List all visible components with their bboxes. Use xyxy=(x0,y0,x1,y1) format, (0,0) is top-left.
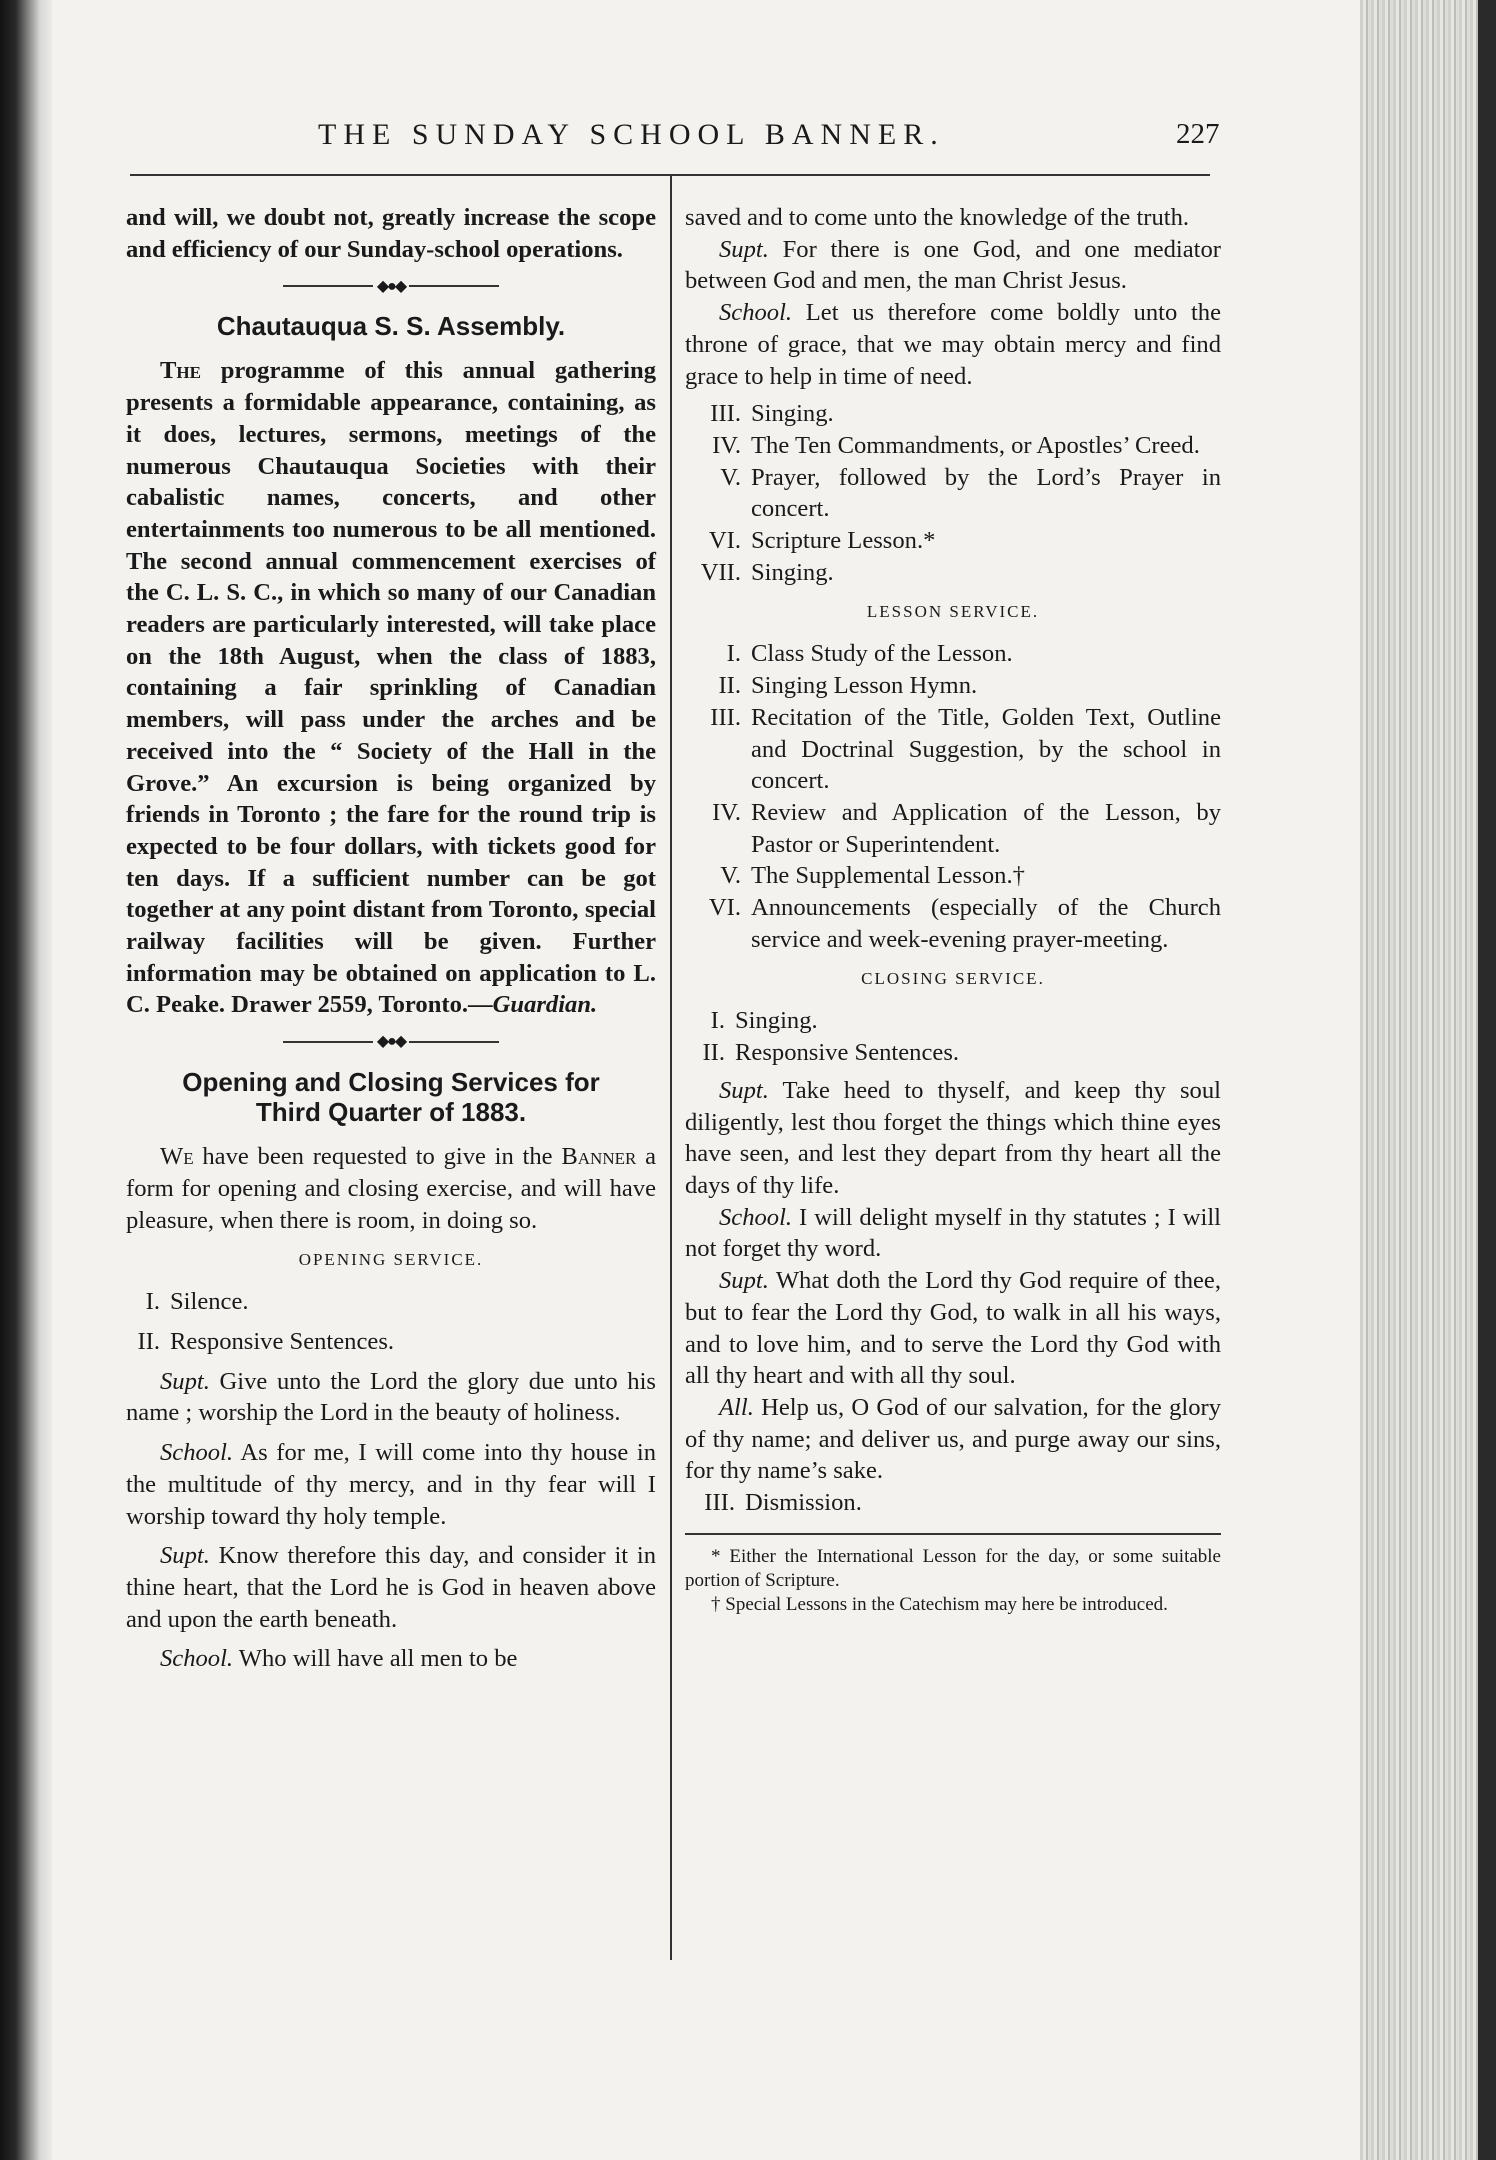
ornament-line xyxy=(283,1041,373,1043)
item-text: Silence. xyxy=(170,1288,249,1316)
speaker-label: Supt. xyxy=(719,235,769,263)
item-number: VII. xyxy=(700,558,741,586)
speaker-label: All. xyxy=(719,1393,754,1421)
response-paragraph xyxy=(685,1392,1221,1487)
item-text: Announcements (especially of the Church service and week-evening prayer-meeting. xyxy=(751,894,1221,953)
item-text: Recitation of the Title, Golden Text, Outline and Doctrinal Suggestion, by the school in concert. xyxy=(751,703,1221,795)
opening-service-heading: OPENING SERVICE. xyxy=(298,1250,484,1270)
item-text: Scripture Lesson.* xyxy=(751,527,936,555)
list-item xyxy=(685,670,1221,702)
footnote-rule xyxy=(685,1533,1221,1535)
chautauqua-body: programme of this annual gathering presents a formidable appearance, containing, as it does, lectures, sermons, meetings of the numerous Chautauqua Societies with their cabalistic names, concerts, and other entertainments too numerous to be all mentioned. The second annual commencement exercises of the C. L. S. C., in which so many of our Canadian readers are particularly interested, will take place on the 18th August, when the class of 1883, containing a fair sprinkling of Canadian members, will pass under the arches and be received into the “ Society of the Hall in the Grove.” An excursion is being organized by friends in Toronto ; the fare for the round trip is expected to be four dollars, with tickets good for ten days. If a sufficient number can be got together at any point distant from Toronto, special railway facilities will be given. Further information may be obtained on application to L. C. Peake. Drawer 2559, Toronto.— xyxy=(126,357,656,1019)
item-number: II. xyxy=(718,672,741,700)
item-text: The Ten Commandments, or Apostles’ Creed. xyxy=(751,431,1200,459)
ornament-diamond-icon: ◆●◆ xyxy=(376,277,406,295)
response-text: Let us therefore come boldly unto the throne of grace, that we may obtain mercy and find grace to help in time of need. xyxy=(685,299,1221,390)
services-intro xyxy=(126,1141,656,1236)
speaker-label: School. xyxy=(719,1203,793,1231)
lead-word: We xyxy=(160,1143,194,1171)
item-text: Responsive Sentences. xyxy=(735,1039,960,1067)
speaker-label: School. xyxy=(719,299,793,327)
item-number: IV. xyxy=(712,798,741,826)
response-paragraph xyxy=(126,1437,656,1532)
speaker-label: Supt. xyxy=(160,1542,210,1570)
ornament-line xyxy=(409,285,499,287)
footnotes xyxy=(685,1545,1221,1617)
item-text: The Supplemental Lesson.† xyxy=(751,862,1025,890)
page-number: 227 xyxy=(1176,118,1220,150)
scan-left-border xyxy=(0,0,52,2160)
list-item xyxy=(685,860,1221,892)
response-text: I will delight myself in thy statutes ; I will not forget thy word. xyxy=(685,1203,1221,1263)
footnote-2: † Special Lessons in the Catechism may here be introduced. xyxy=(711,1593,1168,1615)
list-item xyxy=(685,638,1221,670)
response-text: As for me, I will come into thy house in the multitude of thy mercy, and in thy fear will I worship toward thy holy temple. xyxy=(126,1439,656,1530)
book-page-edges xyxy=(1360,0,1496,2160)
item-text: Singing. xyxy=(751,558,834,586)
ornament-line xyxy=(409,1041,499,1043)
closing-service-heading: CLOSING SERVICE. xyxy=(861,969,1045,989)
item-number: I. xyxy=(726,640,741,668)
title-line-2: Third Quarter of 1883. xyxy=(255,1097,527,1128)
response-paragraph xyxy=(126,1366,656,1429)
intro-paragraph: and will, we doubt not, greatly increase the scope and efficiency of our Sunday-school operations. xyxy=(126,204,656,263)
lead-word: The xyxy=(160,357,201,385)
speaker-label: Supt. xyxy=(719,1267,769,1295)
article-title-chautauqua: Chautauqua S. S. Assembly. xyxy=(216,311,566,342)
list-item xyxy=(685,398,1221,430)
list-item xyxy=(685,892,1221,955)
title-line-1: Opening and Closing Services for xyxy=(182,1067,600,1098)
column-rule xyxy=(670,176,672,1960)
response-text: Know therefore this day, and consider it in thine heart, that the Lord he is God in heaven above and upon the earth beneath. xyxy=(126,1542,656,1633)
response-text: Who will have all men to be xyxy=(233,1645,518,1673)
ornament-line xyxy=(283,285,373,287)
speaker-label: Supt. xyxy=(719,1076,769,1104)
section-ornament xyxy=(126,1035,656,1049)
running-head: THE SUNDAY SCHOOL BANNER. xyxy=(318,118,945,151)
response-paragraph xyxy=(685,234,1221,297)
left-column xyxy=(126,202,656,1675)
banner-word: Banner xyxy=(561,1143,637,1171)
speaker-label: School. xyxy=(160,1439,234,1467)
item-number: III. xyxy=(704,1489,735,1517)
item-text: Singing Lesson Hymn. xyxy=(751,672,978,700)
item-number: I. xyxy=(145,1288,160,1316)
response-paragraph xyxy=(685,1202,1221,1265)
response-text: Take heed to thyself, and keep thy soul diligently, lest thou forget the things which thine eyes have seen, and lest they depart from thy heart all the days of thy life. xyxy=(685,1076,1221,1199)
response-text: Give unto the Lord the glory due unto his name ; worship the Lord in the beauty of holiness. xyxy=(126,1367,656,1427)
item-text: Prayer, followed by the Lord’s Prayer in concert. xyxy=(751,463,1221,523)
response-text: What doth the Lord thy God require of thee, but to fear the Lord thy God, to walk in all his ways, and to love him, and to serve the Lord thy God with all thy heart and with all thy soul. xyxy=(685,1267,1221,1390)
list-item xyxy=(685,797,1221,860)
list-item xyxy=(685,1037,1221,1069)
response-paragraph xyxy=(685,297,1221,392)
item-text: Review and Application of the Lesson, by Pastor or Superintendent. xyxy=(751,798,1221,858)
item-number: IV. xyxy=(712,431,741,459)
lesson-service-heading: LESSON SERVICE. xyxy=(866,602,1040,622)
chautauqua-paragraph xyxy=(126,355,656,1021)
list-item xyxy=(126,1286,656,1318)
item-number: VI. xyxy=(708,527,741,555)
item-text: Singing. xyxy=(751,400,834,428)
footnote-1: * Either the International Lesson for the day, or some suitable portion of Scripture. xyxy=(685,1545,1221,1591)
item-text: Responsive Sentences. xyxy=(170,1327,395,1355)
section-ornament xyxy=(126,279,656,293)
item-number: VI. xyxy=(708,894,741,922)
list-item xyxy=(685,430,1221,462)
services-intro-text: have been requested to give in the xyxy=(193,1143,562,1171)
ornament-diamond-icon: ◆●◆ xyxy=(376,1033,406,1051)
item-number: II. xyxy=(702,1039,725,1067)
scan-right-border xyxy=(1478,0,1496,2160)
list-item xyxy=(685,525,1221,557)
list-item xyxy=(685,1487,1221,1519)
item-number: III. xyxy=(710,703,741,731)
item-text: Class Study of the Lesson. xyxy=(751,640,1013,668)
source-credit: Guardian. xyxy=(492,991,598,1019)
list-item xyxy=(685,462,1221,525)
list-item xyxy=(685,702,1221,797)
list-item xyxy=(685,557,1221,589)
item-text: Dismission. xyxy=(745,1489,862,1517)
right-column xyxy=(685,202,1221,1617)
speaker-label: Supt. xyxy=(160,1367,210,1395)
item-number: V. xyxy=(720,862,741,890)
list-item xyxy=(685,1005,1221,1037)
article-title-services xyxy=(126,1067,656,1127)
item-text: Singing. xyxy=(735,1007,818,1035)
item-number: V. xyxy=(720,463,741,491)
item-number: III. xyxy=(710,400,741,428)
response-paragraph xyxy=(126,1540,656,1635)
list-item xyxy=(126,1326,656,1358)
services-intro-text-2: a form for opening and closing exercise, and will have pleasure, when there is room, in doing so. xyxy=(126,1143,656,1234)
item-number: II. xyxy=(137,1327,160,1355)
speaker-label: School. xyxy=(160,1645,234,1673)
response-paragraph xyxy=(685,1075,1221,1202)
response-text: For there is one God, and one mediator between God and men, the man Christ Jesus. xyxy=(685,235,1221,295)
response-text: Help us, O God of our salvation, for the glory of thy name; and deliver us, and purge away our sins, for thy name’s sake. xyxy=(685,1393,1221,1485)
continuation-paragraph: saved and to come unto the knowledge of the truth. xyxy=(685,204,1190,231)
response-paragraph xyxy=(126,1643,656,1675)
response-paragraph xyxy=(685,1265,1221,1392)
item-number: I. xyxy=(710,1007,725,1035)
